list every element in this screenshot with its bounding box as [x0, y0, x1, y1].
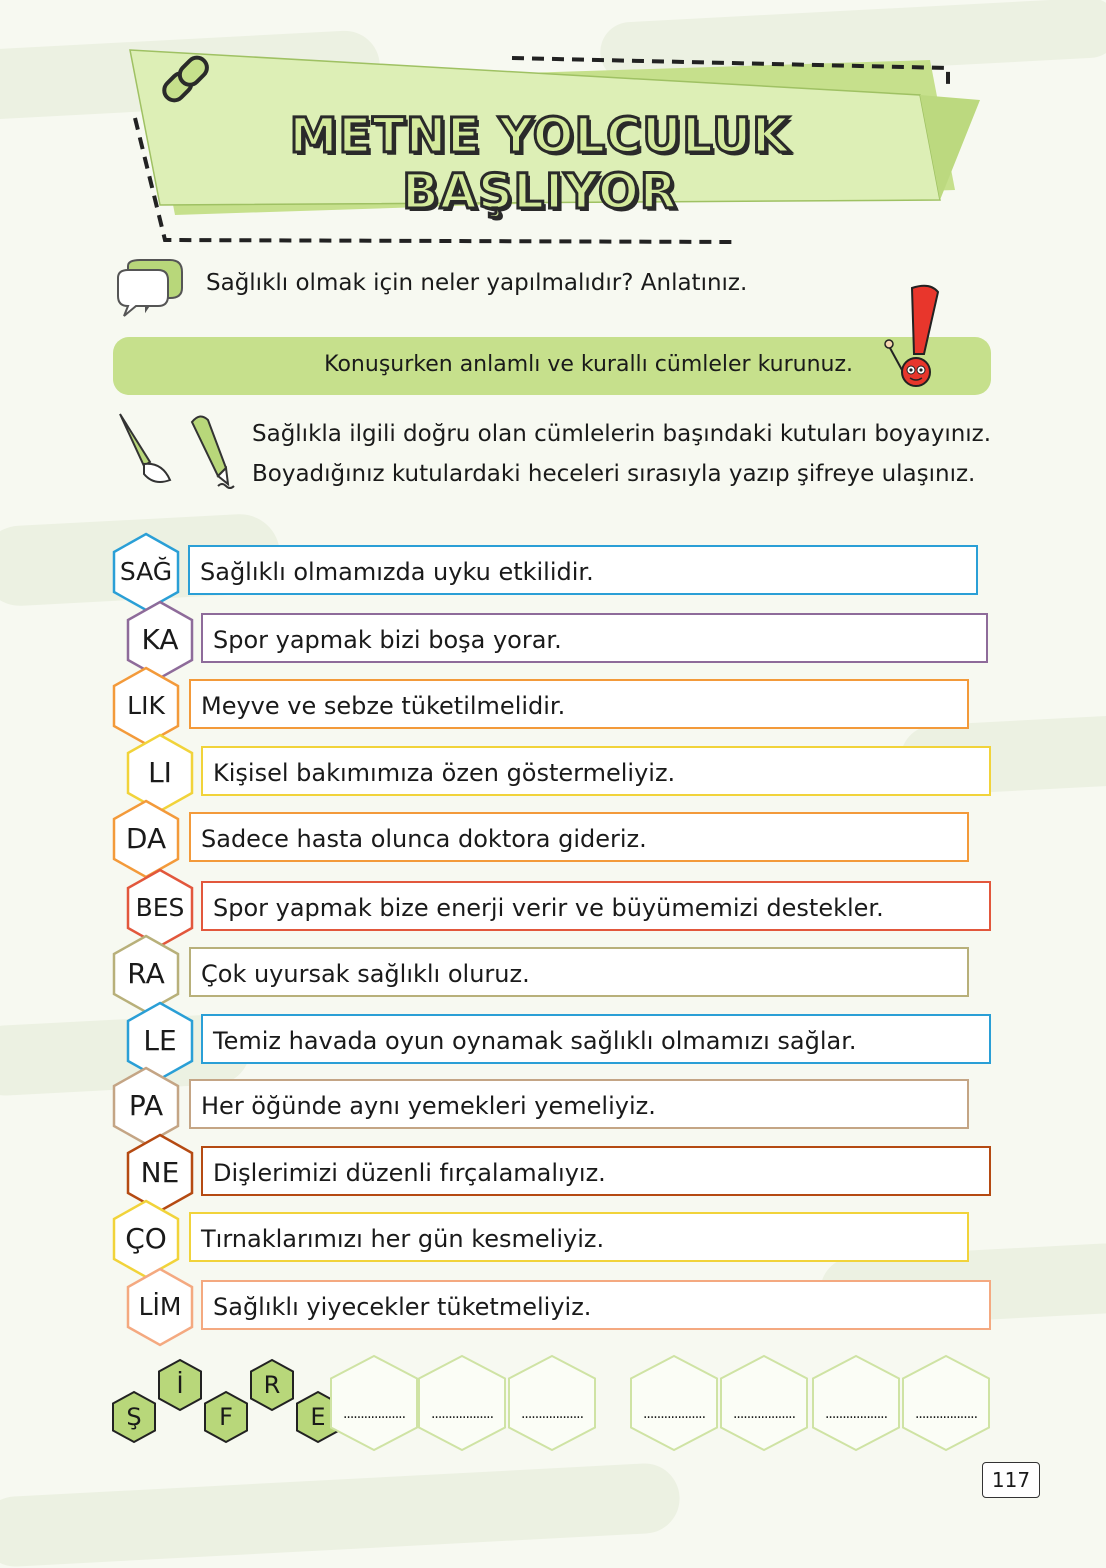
sentence-box: Çok uyursak sağlıklı oluruz. — [189, 947, 969, 997]
answer-slot[interactable] — [900, 1354, 992, 1452]
exclamation-mascot-icon — [880, 282, 950, 392]
page-number: 117 — [982, 1462, 1040, 1498]
hexagon-shape — [328, 1354, 420, 1452]
syllable-label: PA — [128, 1089, 164, 1122]
sentence-box: Sağlıklı olmamızda uyku etkilidir. — [188, 545, 978, 595]
code-letter-hexagon — [202, 1390, 250, 1444]
sentence-row — [0, 679, 1106, 733]
sentence-box: Sadece hasta olunca doktora gideriz. — [189, 812, 969, 862]
answer-blank: .................. — [342, 1406, 406, 1422]
brush-pencil-icon — [114, 410, 244, 490]
title-banner — [0, 0, 1106, 260]
hexagon-shape — [810, 1354, 902, 1452]
hexagon-shape — [416, 1354, 508, 1452]
answer-blank: .................. — [520, 1406, 584, 1422]
sentence-row — [0, 1146, 1106, 1200]
sentence-box: Kişisel bakımımıza özen göstermeliyiz. — [201, 746, 991, 796]
sentence-box: Tırnaklarımızı her gün kesmeliyiz. — [189, 1212, 969, 1262]
sentence-box: Spor yapmak bize enerji verir ve büyümemizi destekler. — [201, 881, 991, 931]
code-letter: R — [263, 1371, 281, 1399]
sentence-box: Spor yapmak bizi boşa yorar. — [201, 613, 988, 663]
sentence-box: Sağlıklı yiyecekler tüketmeliyiz. — [201, 1280, 991, 1330]
answer-slot[interactable] — [328, 1354, 420, 1452]
answer-slot[interactable] — [416, 1354, 508, 1452]
code-word-area — [110, 1350, 1010, 1460]
code-letter-hexagon — [156, 1358, 204, 1412]
syllable-label: NE — [140, 1156, 180, 1189]
question-text: Sağlıklı olmak için neler yapılmalıdır? Anlatınız. — [206, 270, 748, 296]
bg-stroke — [0, 1462, 681, 1568]
hexagon-shape — [900, 1354, 992, 1452]
sentence-row — [0, 1079, 1106, 1133]
syllable-label: RA — [127, 957, 165, 990]
sentence-row — [0, 881, 1106, 935]
sentence-row — [0, 746, 1106, 800]
answer-blank: .................. — [824, 1406, 888, 1422]
sentence-box: Temiz havada oyun oynamak sağlıklı olmamızı sağlar. — [201, 1014, 991, 1064]
code-letter: İ — [176, 1371, 184, 1399]
sentence-row — [0, 1014, 1106, 1068]
syllable-label: LI — [148, 756, 172, 789]
page-title: METNE YOLCULUK BAŞLIYOR — [289, 108, 791, 220]
syllable-label: DA — [125, 822, 167, 855]
chain-link-icon — [152, 44, 222, 114]
syllable-hexagon[interactable] — [111, 799, 181, 879]
hexagon-shape — [628, 1354, 720, 1452]
speech-bubble-icon — [114, 258, 186, 320]
code-letter: E — [310, 1403, 326, 1431]
hexagon-shape — [718, 1354, 810, 1452]
sentence-row — [0, 613, 1106, 667]
answer-blank: .................. — [732, 1406, 796, 1422]
rule-bar — [113, 337, 991, 395]
syllable-label: LIK — [127, 691, 165, 720]
syllable-label: LİM — [138, 1292, 182, 1321]
syllable-label: ÇO — [125, 1222, 167, 1255]
sentence-box: Her öğünde aynı yemekleri yemeliyiz. — [189, 1079, 969, 1129]
sentence-row — [0, 545, 1106, 599]
sentence-row — [0, 1212, 1106, 1266]
answer-slot[interactable] — [506, 1354, 598, 1452]
code-letter: Ş — [126, 1403, 142, 1431]
rule-text: Konuşurken anlamlı ve kurallı cümleler kurunuz. — [324, 352, 853, 377]
syllable-hexagon[interactable] — [125, 1267, 195, 1347]
sentence-row — [0, 812, 1106, 866]
code-letter-hexagon — [248, 1358, 296, 1412]
code-letter: F — [219, 1403, 233, 1431]
answer-blank: .................. — [914, 1406, 978, 1422]
answer-slot[interactable] — [718, 1354, 810, 1452]
answer-slot[interactable] — [628, 1354, 720, 1452]
sentence-row — [0, 1280, 1106, 1334]
sentence-box: Dişlerimizi düzenli fırçalamalıyız. — [201, 1146, 991, 1196]
answer-slot[interactable] — [810, 1354, 902, 1452]
answer-blank: .................. — [642, 1406, 706, 1422]
answer-blank: .................. — [430, 1406, 494, 1422]
sentence-row — [0, 947, 1106, 1001]
code-letter-hexagon — [110, 1390, 158, 1444]
sentence-box: Meyve ve sebze tüketilmelidir. — [189, 679, 969, 729]
syllable-label: BES — [135, 893, 185, 922]
hexagon-shape — [506, 1354, 598, 1452]
syllable-label: LE — [143, 1024, 177, 1057]
syllable-label: KA — [141, 623, 179, 656]
instruction-text: Sağlıkla ilgili doğru olan cümlelerin başındaki kutuları boyayınız. Boyadığınız kutulardaki heceleri sırasıyla yazıp şifreye ulaşınız. — [252, 421, 992, 487]
syllable-label: SAĞ — [119, 557, 173, 586]
